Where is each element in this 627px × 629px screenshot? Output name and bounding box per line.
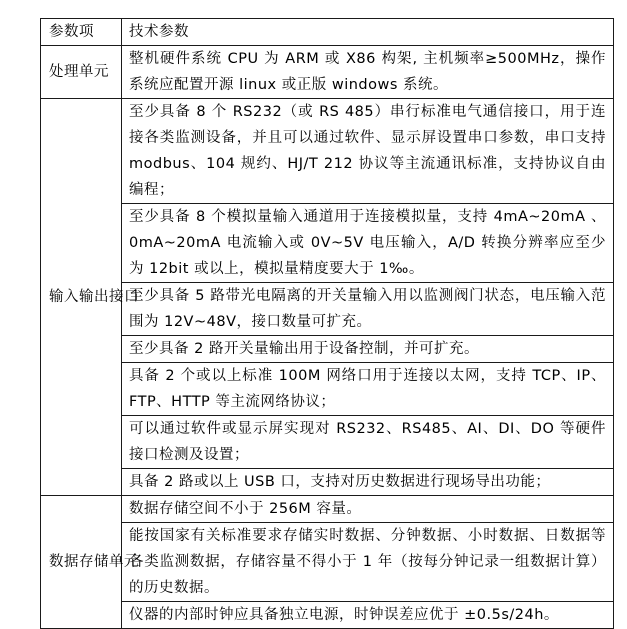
cell-storage-history: 能按国家有关标准要求存储实时数据、分钟数据、小时数据、日数据等各类监测数据，存储容量不得小于 1 年（按每分钟记录一组数据计算）的历史数据。 (122, 523, 614, 602)
row-io-ethernet-ports (41, 363, 614, 416)
cell-storage-capacity: 数据存储空间不小于 256M 容量。 (122, 496, 614, 523)
label-io-interface: 输入输出接口 (41, 99, 122, 496)
label-data-storage-unit: 数据存储单元 (41, 496, 122, 629)
row-io-serial-ports (41, 99, 614, 204)
cell-io-usb-ports: 具备 2 路或以上 USB 口，支持对历史数据进行现场导出功能； (122, 469, 614, 496)
row-io-digital-outputs (41, 336, 614, 363)
cell-io-digital-outputs: 至少具备 2 路开关量输出用于设备控制，并可扩充。 (122, 336, 614, 363)
row-storage-clock (41, 602, 614, 629)
label-processing-unit: 处理单元 (41, 46, 122, 99)
cell-io-port-config: 可以通过软件或显示屏实现对 RS232、RS485、AI、DI、DO 等硬件接口检测及设置； (122, 416, 614, 469)
cell-io-analog-inputs: 至少具备 8 个模拟量输入通道用于连接模拟量，支持 4mA~20mA 、0mA~20mA 电流输入或 0V~5V 电压输入，A/D 转换分辨率应至少为 12bit 或以上，模拟量精度要大于 1‰。 (122, 204, 614, 283)
row-io-analog-inputs (41, 204, 614, 283)
row-storage-capacity (41, 496, 614, 523)
row-processing-unit (41, 46, 614, 99)
cell-processing-unit-spec: 整机硬件系统 CPU 为 ARM 或 X86 构架, 主机频率≥500MHz，操作系统应配置开源 linux 或正版 windows 系统。 (122, 46, 614, 99)
row-io-port-config (41, 416, 614, 469)
spec-table (40, 18, 614, 629)
header-param-item: 参数项 (41, 19, 122, 46)
cell-io-digital-inputs: 至少具备 5 路带光电隔离的开关量输入用以监测阀门状态，电压输入范围为 12V~48V，接口数量可扩充。 (122, 283, 614, 336)
cell-io-serial-ports: 至少具备 8 个 RS232（或 RS 485）串行标准电气通信接口，用于连接各类监测设备，并且可以通过软件、显示屏设置串口参数，串口支持 modbus、104 规约、HJ/T 212 协议等主流通讯标准，支持协议自由编程； (122, 99, 614, 204)
cell-io-ethernet-ports: 具备 2 个或以上标准 100M 网络口用于连接以太网，支持 TCP、IP、FTP、HTTP 等主流网络协议； (122, 363, 614, 416)
row-io-usb-ports (41, 469, 614, 496)
cell-storage-clock: 仪器的内部时钟应具备独立电源，时钟误差应优于 ±0.5s/24h。 (122, 602, 614, 629)
header-tech-params: 技术参数 (122, 19, 614, 46)
header-row (41, 19, 614, 46)
